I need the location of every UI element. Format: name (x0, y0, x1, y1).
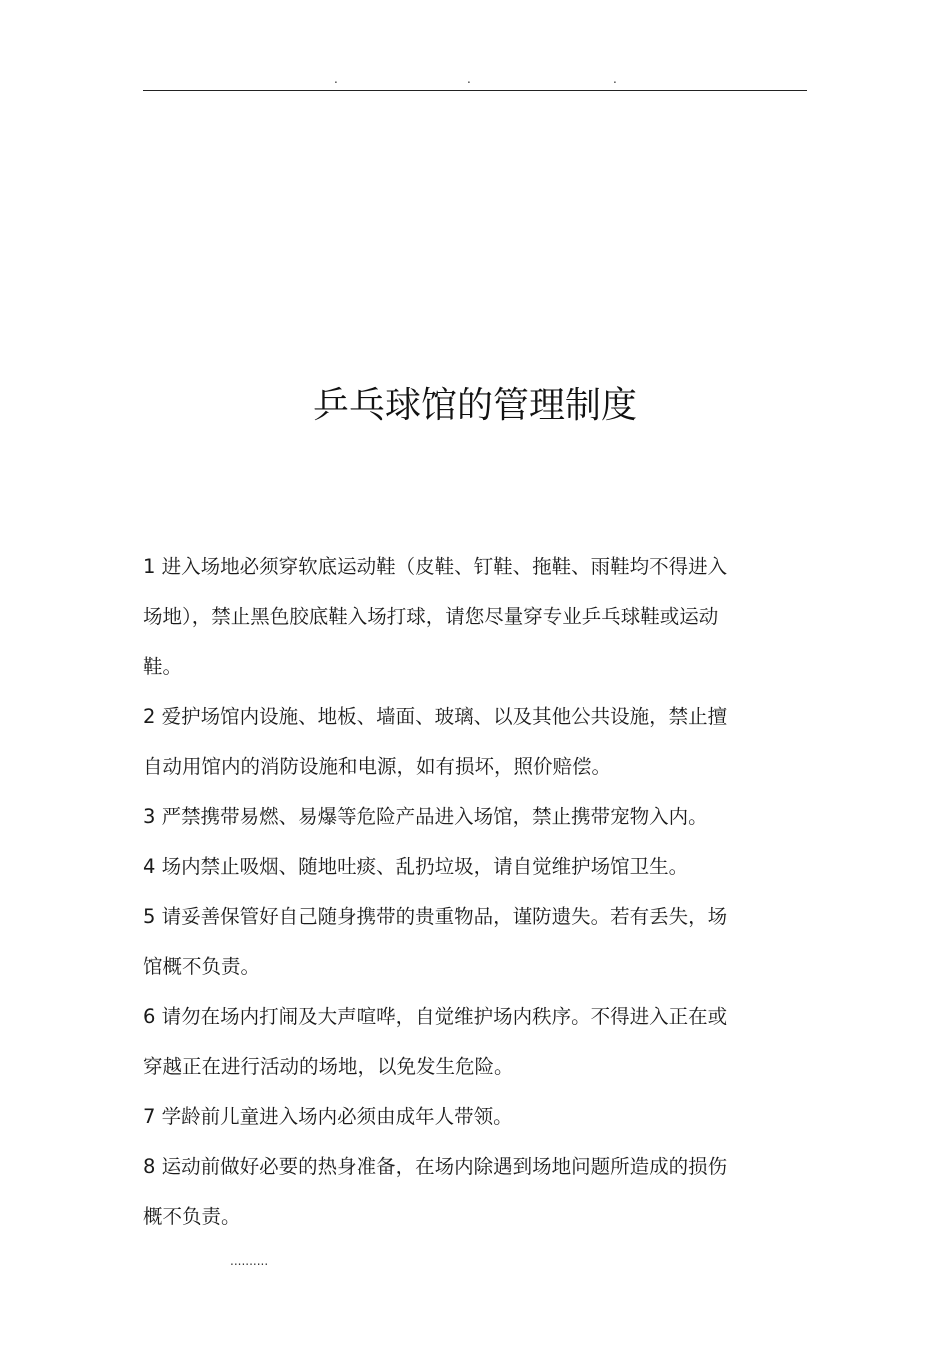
header-dot: . (467, 72, 471, 86)
document-title: 乒乓球馆的管理制度 (312, 385, 637, 426)
rule-item: 8 运动前做好必要的热身准备，在场内除遇到场地问题所造成的损伤 概不负责。 (143, 1155, 728, 1228)
footer-dots: .......... (230, 1254, 269, 1268)
rule-item: 6 请勿在场内打闹及大声喧哗，自觉维护场内秩序。不得进入正在或 穿越正在进行活动的场地，以免发生危险。 (143, 1005, 728, 1078)
rules-list (143, 542, 783, 1242)
rule-item: 3 严禁携带易燃、易爆等危险产品进入场馆，禁止携带宠物入内。 (143, 805, 708, 828)
rule-item: 1 进入场地必须穿软底运动鞋（皮鞋、钉鞋、拖鞋、雨鞋均不得进入 场地），禁止黑色胶底鞋入场打球，请您尽量穿专业乒乓球鞋或运动 鞋。 (143, 555, 728, 678)
rule-item: 7 学龄前儿童进入场内必须由成年人带领。 (143, 1105, 513, 1128)
header-rule (143, 90, 807, 91)
header-dot: . (613, 72, 617, 86)
header-dots (0, 72, 950, 86)
header-dot: . (334, 72, 338, 86)
rule-item: 2 爱护场馆内设施、地板、墙面、玻璃、以及其他公共设施，禁止擅 自动用馆内的消防设施和电源，如有损坏，照价赔偿。 (143, 705, 728, 778)
rule-item: 4 场内禁止吸烟、随地吐痰、乱扔垃圾，请自觉维护场馆卫生。 (143, 855, 689, 878)
rule-item: 5 请妥善保管好自己随身携带的贵重物品，谨防遗失。若有丢失，场 馆概不负责。 (143, 905, 728, 978)
